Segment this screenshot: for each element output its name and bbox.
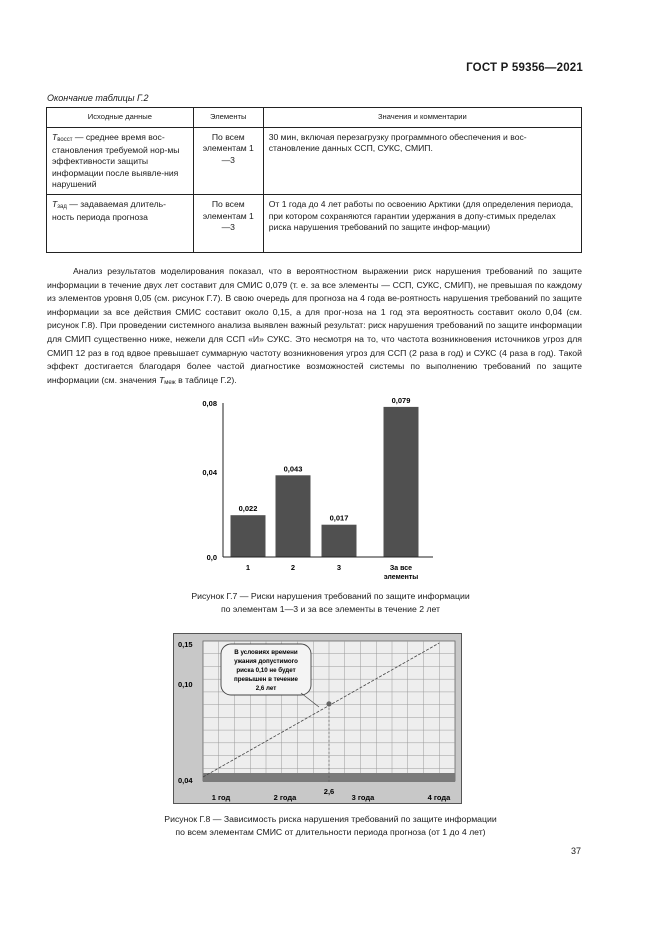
y-tick-label: 0,08 bbox=[202, 399, 217, 408]
y-tick-label: 0,15 bbox=[178, 640, 193, 649]
paragraph-text-end: в таблице Г.2). bbox=[175, 374, 237, 385]
annotation-text: риска 0,10 не будет bbox=[236, 667, 296, 674]
x-marker-label: 2,6 bbox=[323, 787, 335, 796]
table-cell-param bbox=[47, 128, 194, 195]
table-header-row bbox=[47, 108, 582, 128]
x-tick-label: 4 года bbox=[427, 793, 451, 802]
symbol-subscript: меж bbox=[164, 379, 176, 386]
symbol: T bbox=[158, 374, 165, 385]
symbol: T bbox=[52, 132, 58, 142]
bar bbox=[276, 475, 311, 557]
x-tick-label: 1 год bbox=[211, 793, 231, 802]
symbol-subscript: зад bbox=[57, 204, 67, 211]
x-tick-label: 3 bbox=[336, 563, 342, 572]
annotation-text: В условиях времени bbox=[234, 649, 298, 656]
annotation-text: ужания допустимого bbox=[234, 658, 298, 665]
bar bbox=[322, 525, 357, 557]
x-tick-label: За все элементы bbox=[383, 565, 419, 581]
figure8-caption bbox=[0, 813, 661, 839]
symbol-subscript: восст bbox=[57, 137, 73, 143]
table-caption: Окончание таблицы Г.2 bbox=[47, 93, 149, 103]
paragraph-text: Анализ результатов моделирования показал, что в вероятностном выражении риск нарушения требований по защите информации в течение двух лет составит для СМИС 0,079 (т. е. за все элементы — ССП, СУКС, СМИП), не превышая по каждому из элементов уровня 0,05 (см. рисунок Г.7). В свою очередь для прогноза на 4 года ве-роятность нарушения требований по защите информации за все действия СМИС составит около 0,15, а для прог-ноза на 1 год эта вероятность составит около 0,04 (см. рисунок Г.8). При проведении системного анализа выявлен важный результат: риск нарушения требований по защите информации для СМИП существенно ниже, нежели для ССП «И» СУКС. Это несмотря на то, что частота возникновения источников угроз для СМИП 12 раз в год вдвое превышает суммарную частоту возникновения угроз для ССП (2 раза в год) и СУКС (4 раза в год). Такой эффект достигается благодаря более частой диагностике возможностей системы по выполнению требований по защите информации (см. значения bbox=[47, 266, 582, 385]
caption-line: по элементам 1—3 и за все элементы в течение 2 лет bbox=[220, 604, 441, 614]
table-cell-elements: По всем элементам 1—3 bbox=[193, 195, 263, 253]
table-cell-param bbox=[47, 195, 194, 253]
table-cell-comment: От 1 года до 4 лет работы по освоению Арктики (для определения периода, при котором сохраняются гарантии удержания в допу-стимых пределах риска нарушения требований по защите инфор-мации) bbox=[263, 195, 581, 253]
column-header: Исходные данные bbox=[47, 108, 194, 128]
y-tick-label: 0,04 bbox=[178, 776, 193, 785]
bar-chart-fig7 bbox=[195, 395, 440, 587]
y-tick-label: 0,0 bbox=[206, 553, 217, 562]
bar bbox=[384, 407, 419, 557]
line-chart-fig8 bbox=[173, 633, 463, 805]
y-tick-label: 0,04 bbox=[202, 468, 217, 477]
param-description: — среднее время вос-становления требуемой нор-мы эффективности защиты информации после выявле-ния нарушений bbox=[52, 132, 180, 189]
caption-line: Рисунок Г.7 — Риски нарушения требований по защите информации bbox=[191, 591, 470, 601]
param-description: — задаваемая длитель-ность периода прогноза bbox=[52, 199, 166, 223]
annotation-text: превышен в течение bbox=[234, 676, 298, 683]
column-header: Значения и комментарии bbox=[263, 108, 581, 128]
standard-header: ГОСТ Р 59356—2021 bbox=[466, 62, 583, 74]
x-tick-label: 2 bbox=[290, 563, 296, 572]
bar-value-label: 0,043 bbox=[283, 464, 303, 474]
x-tick-label: 2 года bbox=[273, 793, 297, 802]
bar-value-label: 0,017 bbox=[329, 513, 349, 523]
bar bbox=[231, 515, 266, 557]
data-table bbox=[46, 107, 582, 253]
figure7-caption bbox=[0, 590, 661, 616]
caption-line: по всем элементам СМИС от длительности периода прогноза (от 1 до 4 лет) bbox=[175, 827, 486, 837]
symbol: T bbox=[52, 199, 58, 210]
caption-line: Рисунок Г.8 — Зависимость риска нарушения требований по защите информации bbox=[164, 814, 497, 824]
bar-value-label: 0,079 bbox=[391, 395, 411, 405]
page-number: 37 bbox=[570, 846, 581, 856]
table-cell-comment: 30 мин, включая перезагрузку программного обеспечения и вос-становление данных ССП, СУКС, СМИП. bbox=[263, 128, 581, 195]
annotation-text: 2,6 лет bbox=[255, 685, 277, 692]
table-row bbox=[47, 128, 582, 195]
table-row bbox=[47, 195, 582, 253]
y-tick-label: 0,10 bbox=[178, 680, 193, 689]
bar-value-label: 0,022 bbox=[238, 504, 258, 514]
column-header: Элементы bbox=[193, 108, 263, 128]
body-paragraph bbox=[47, 265, 582, 390]
x-tick-label: 3 года bbox=[351, 793, 375, 802]
table-cell-elements: По всем элементам 1—3 bbox=[193, 128, 263, 195]
x-tick-label: 1 bbox=[245, 563, 251, 572]
